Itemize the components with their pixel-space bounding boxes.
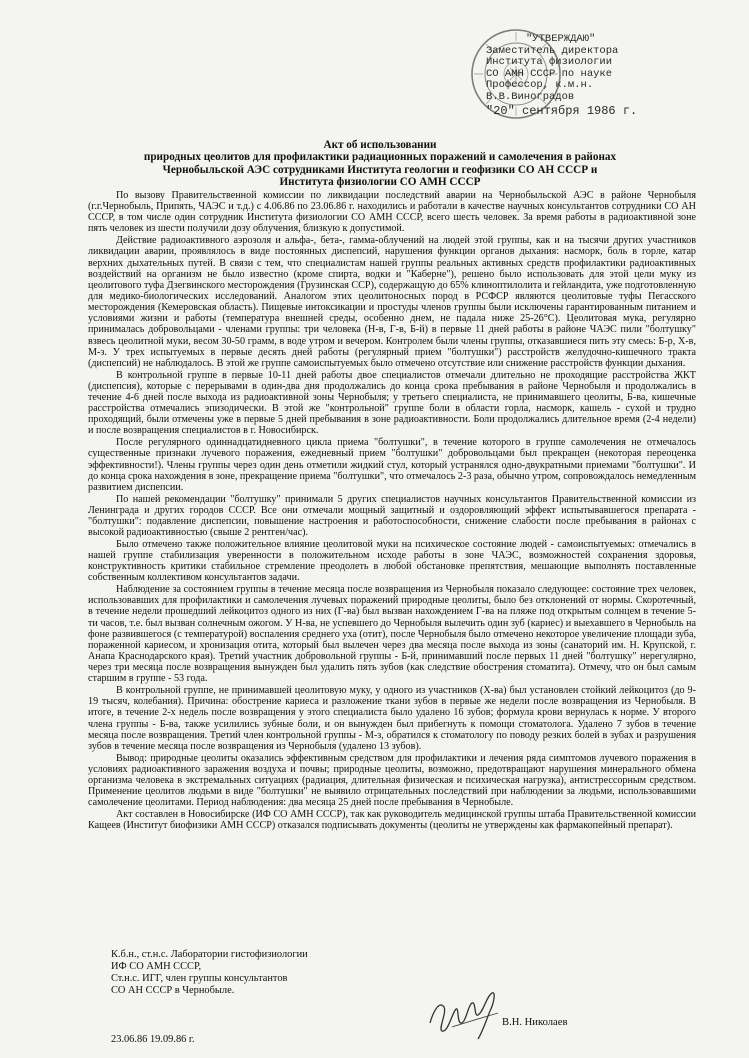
- approval-block: [486, 34, 726, 117]
- paragraph-exposure: Действие радиоактивного аэрозоля и альфа-, бета-, гамма-облучений на людей этой группы, как и на тысячи других участников ликвидации аварии, проявлялось в виде постоянных диспепсий, нарушения функции органов дыхания: насморк, боль в горле, катар верхних дыхательных путей. В связи с тем, что специалистам нашей группы реальных активных средств профилактики радиоактивных воздействий на организм не было известно (кроме спирта, водки и "Каберне"), решено было использовать для этой цели муку из цеолитового туфа Дзегвинского месторождения (Грузинская ССР), содержащую до 65% клиноптилолита и гейландита, уже подготовленную для медико-биологических исследований. Аналогом этих цеолитоносных пород в РСФСР являются цеолитовые туфы Пегасского месторождения (Кемеровская область). Пищевые интоксикации и простуды членов группы были исключены гарантированным питанием и условиями жизни и работы (температура внешней среды, особенно днем, не падала ниже 25-26°С). Цеолитовая мука, регулярно принималась добровольцами - членами группы: три человека (Н-в, Г-в, Б-й) в первые 11 дней работы в районе ЧАЭС пили "болтушку" взвесь цеолитной муки, весом 30-50 грамм, в воде утром и вечером. Контролем были члены группы, отказавшиеся пить эту смесь: Б-р, Х-в, М-з. У трех испытуемых в первые десять дней работы (регулярный прием "болтушки") расстройств желудочно-кишечного тракта (диспепсий) не наблюдалось. В этой же группе самоиспытуемых было отмечено отсутствие или снижение расстройств функции дыхания.: [88, 235, 696, 369]
- paragraph-mission: По вызову Правительственной комиссии по ликвидации последствий аварии на Чернобыльской АЭС в районе Чернобыля (г.г.Чернобыль, Припять, ЧАЭС и т.д.) с 4.06.86 по 23.06.86 г. находились и работали в качестве научных консультантов сотрудники СО АН СССР, в том числе один сотрудник Института физиологии СО АМН СССР, всего шесть человек. За время работы в радиоактивной зоне пять человек из шести получили дозу облучения, близкую к допустимой.: [88, 190, 696, 235]
- approval-date: "20" сентября 1986 г.: [486, 103, 638, 118]
- paragraph-observation: Наблюдение за состоянием группы в течение месяца после возвращения из Чернобыля показало следующее: состояние трех человек, использовавших для профилактики и самолечения лучевых поражений природные цеолиты, было без отклонений от нормы. Скоротечный, в течение недели прошедший лейкоцитоз одного из них (Г-ва) был вызван нахождением Г-ва на пляже под открытым солнцем в течение 5-ти часов, т.е. был вызван солнечным ожогом. У Н-ва, не успевшего до Чернобыля вылечить один зуб (кариес) и выехавшего в Чернобыль на фоне развившегося (с температурой) воспаления среднего уха (отит), после Чернобыля было отмечено некоторое увеличение площади зуба, пораженной кариесом, и хронизация отита, который был вылечен через два месяца после выхода из зоны (санаторий им. Н. Крупской, г. Анапа Краснодарского края). Третий участник добровольной группы - Б-й, принимавший после первых 11 дней "болтушку" нерегулярно, через три месяца после возвращения вынужден был удалить пять зубов (как следствие обострения стоматита). Отмечу, что он был самым старшим в группе - 53 года.: [88, 584, 696, 685]
- document-title: [100, 139, 660, 189]
- signature-block: [111, 949, 371, 997]
- approval-header: "УТВЕРЖДАЮ": [526, 33, 596, 45]
- approval-line: Института физиологии: [486, 56, 613, 69]
- approval-line: СО АМН СССР по науке: [486, 67, 613, 80]
- signer-name: В.Н. Николаев: [502, 1017, 568, 1028]
- approval-line: Заместитель директора: [486, 44, 619, 57]
- document-body: [88, 190, 696, 831]
- title-line: Акт об использовании: [323, 139, 437, 151]
- handwritten-signature-icon: [424, 983, 504, 1043]
- signer-position: СО АН СССР в Чернобыле.: [111, 985, 235, 996]
- signer-position: ИФ СО АМН СССР,: [111, 961, 202, 972]
- paragraph-conclusion: Вывод: природные цеолиты оказались эффективным средством для профилактики и лечения ряда симптомов лучевого поражения в условиях радиоактивного заражения воздуха и почвы; природные цеолиты, возможно, предотвращают нарушения минерального обмена организма человека в экстремальных ситуациях (радиация, длительная физическая и психическая нагрузка), антистрессорным средством. Применение цеолитов людьми в виде "болтушки" не выявило отрицательных последствий при наблюдении за людьми, использовавшими самолечение цеолитами. Период наблюдения: два месяца 25 дней после пребывания в Чернобыле.: [88, 752, 696, 809]
- paragraph-control-group: В контрольной группе в первые 10-11 дней работы двое специалистов отмечали длительно не проходящие расстройства ЖКТ (диспепсия), которые с перерывами в один-два дня продолжались до конца срока пребывания в районе Чернобыля и продолжались в течение 4-6 дней после выхода из радиоактивной зоны Чернобыля; у третьего специалиста, не принимавшего цеолиты, Б-ва, кишечные расстройства отмечались эпизодически. В этой же "контрольной" группе боли в области горла, насморк, кашель - сухой и трудно проходящий, были отмечены уже в первые 5 дней пребывания в зоне радиоактивности. Боли продолжались длительное время (2-4 недели) и после возвращения специалистов в г. Новосибирск.: [88, 369, 696, 437]
- paragraph-compiled: Акт составлен в Новосибирске (ИФ СО АМН СССР), так как руководитель медицинской группы штаба Правительственной комиссии Кащеев (Институт биофизики АМН СССР) отказался подписывать документы (цеолиты не утверждены как фармакопейный препарат).: [88, 808, 696, 832]
- title-line: Института физиологии СО АМН СССР: [279, 176, 481, 189]
- paragraph-control-results: В контрольной группе, не принимавшей цеолитовую муку, у одного из участников (Х-ва) был установлен стойкий лейкоцитоз (до 9-19 тысяч, колебания). Причина: обострение кариеса и разложение ткани зубов в первые же недели после возвращения из Чернобыля. В итоге, в течение 2-х недель после возвращения у этого специалиста было удалено 16 зубов; формула крови вернулась к норме. У второго члена группы - Б-ва, также усилились зубные боли, и он вынужден был прибегнуть к помощи стоматолога. Удалено 7 зубов в течение месяца после возвращения. Третий член контрольной группы - М-з, обратился к стоматологу по поводу резких болей в зубах и разрушения зубов в течение месяца после возвращения из Чернобыля (удалено 13 зубов).: [88, 685, 696, 752]
- document-dates: 23.06.86 19.09.86 г.: [111, 1034, 195, 1045]
- paragraph-cycle: После регулярного одиннадцатидневного цикла приема "болтушки", в течение которого в группе самолечения не отмечалось существенные признаки лучевого поражения, ежедневный прием "болтушки" добровольцами был прекращен (некоторая переоценка эффективности!). Члены группы через один день отметили жидкий стул, который устранялся одно-двукратными приемами "болтушки". И до конца срока нахождения в зоне, прекращение приема "болтушки", что отмечалось 2-3 раза, обычно утром, сопровождалось немедленным развитием диспепсии.: [88, 437, 696, 493]
- title-line: природных цеолитов для профилактики радиационных поражений и самолечения в районах: [143, 151, 617, 164]
- approval-line: Профессор, к.м.н.: [486, 79, 594, 92]
- signer-position: Ст.н.с. ИГГ, член группы консультантов: [111, 973, 288, 984]
- paragraph-recommendation: По нашей рекомендации "болтушку" принимали 5 других специалистов научных консультантов Правительственной комиссии из Ленинграда и других городов СССР. Все они отмечали мощный защитный и оздоровляющий эффект испытывавшегося препарата - "болтушки": подавление диспепсии, повышение настроения и работоспособности, снижение слабости после пребывания в районах с высокой радиоактивностью (свыше 2 рентген/час).: [88, 493, 696, 539]
- title-line: Чернобыльской АЭС сотрудниками Института геологии и геофизики СО АН СССР и: [162, 163, 598, 176]
- signer-position: К.б.н., ст.н.с. Лаборатории гистофизиологии: [111, 949, 308, 960]
- approval-line: В.В.Виноградов: [486, 90, 575, 103]
- paragraph-psychology: Было отмечено также положительное влияние цеолитовой муки на психическое состояние людей - самоиспытуемых: отмечались в нашей группе стабилизация уверенности в положительном исходе работы в зоне ЧАЭС, возможностей сохранения здоровья, конструктивность критики стабильное стремление преодолеть в любой обстановке препятствия, мешающие выполнять поставленные собственным коллективом консультантов задачи.: [88, 538, 696, 584]
